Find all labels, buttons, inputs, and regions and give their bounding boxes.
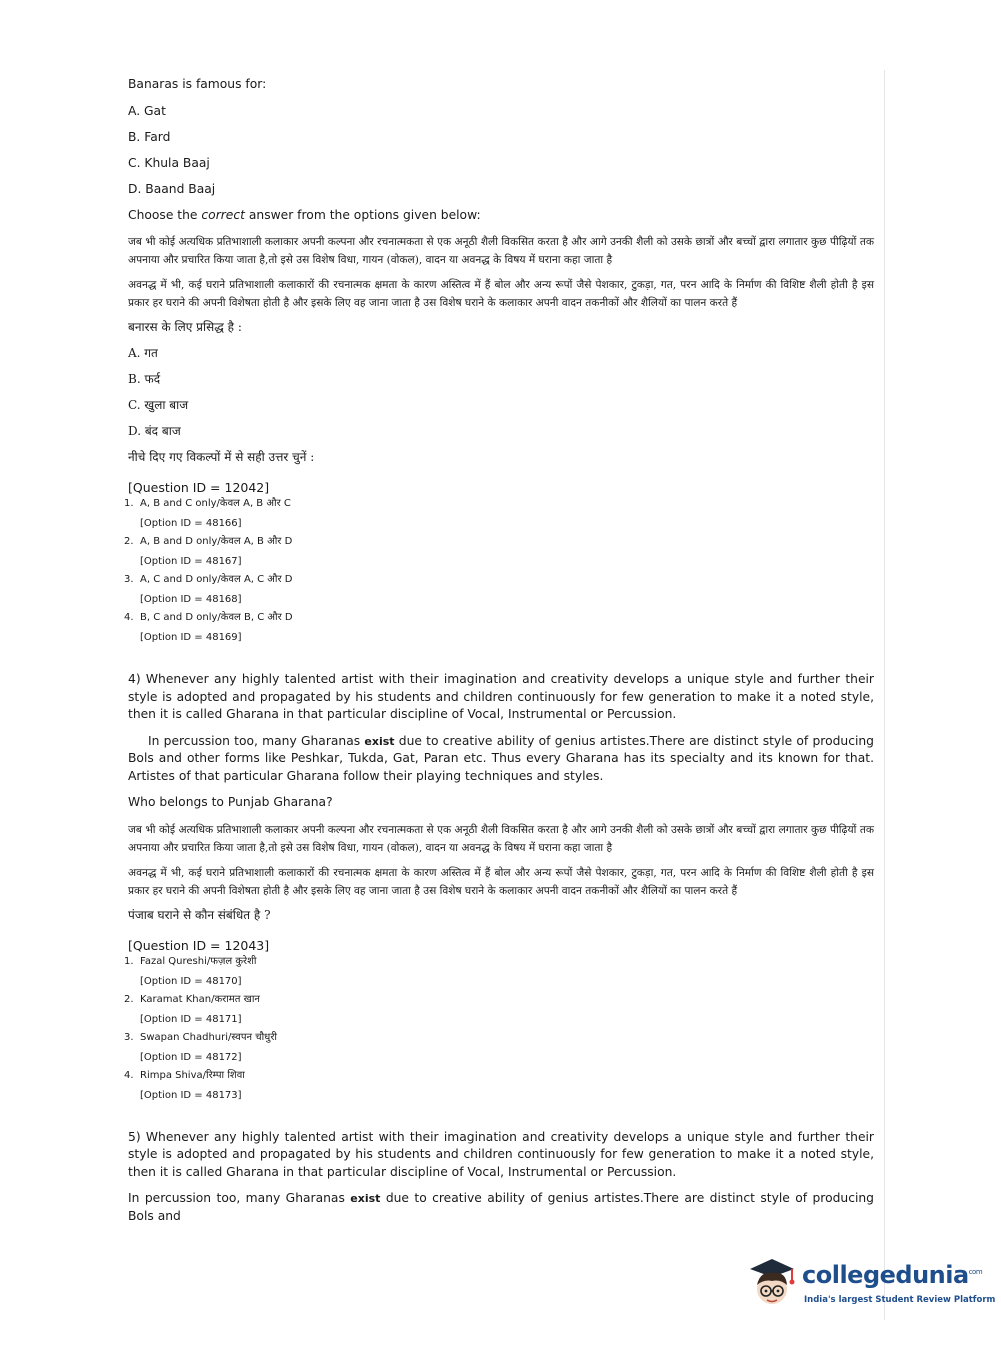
q3-hindi-para-2: अवनद्ध में भी, कई घराने प्रतिभाशाली कलाकारों की रचनात्मक क्षमता के कारण अस्तित्व में हैं बोल और अन्य रूपों जैसे पेशकार, टुकड़ा, गत, परन आदि के निर्माण की विशिष्ट शैली होती है इस प्रकार हर घराने की अपनी विशेषता होती है और इसके लिए वह जाना जाता है उस विशेष घराने के कलाकार अपनी वादन तकनीकों और शैलियों का पालन करते हैं (128, 279, 874, 309)
q3-option-b: B. Fard (128, 129, 171, 144)
logo-wordmark: collegedunia$^{com}$ (802, 1261, 983, 1289)
answer-option[interactable]: 1. Fazal Qureshi/फज़ल कुरेशी [Option ID = 48170] (124, 955, 257, 987)
q4-hindi-stem: पंजाब घराने से कौन संबंधित है ? (128, 907, 271, 922)
question-paper (124, 76, 874, 1234)
q4-hindi-para-2: अवनद्ध में भी, कई घराने प्रतिभाशाली कलाकारों की रचनात्मक क्षमता के कारण अस्तित्व में हैं बोल और अन्य रूपों जैसे पेशकार, टुकड़ा, गत, परन आदि के निर्माण की विशिष्ट शैली होती है इस प्रकार हर घराने की अपनी विशेषता होती है और इसके लिए वह जाना जाता है उस विशेष घराने के कलाकार अपनी वादन तकनीकों और शैलियों का पालन करते हैं (128, 866, 874, 897)
q3-hindi-para-1: जब भी कोई अत्यधिक प्रतिभाशाली कलाकार अपनी कल्पना और रचनात्मकता से एक अनूठी शैली विकसित करता है और आगे उनकी शैली को उसके छात्रों और बच्चों द्वारा लगातार कुछ पीढ़ियों तक अपनाया और प्रचारित किया जाता है,तो इसे उस विशेष विधा, गायन (वोकल), वादन या अवनद्ध के विषय में घराना कहा जाता है (128, 236, 874, 266)
q5-paragraph-1: 5) Whenever any highly talented artist with their imagination and creativity develops a unique style and further their style is adopted and propagated by his students and children continuously for few generation to make it a noted style, then it is called Gharana in that particular discipline of Vocal, Instrumental or Percussion. (128, 1129, 874, 1179)
q3-hindi-option-b: B. फर्द (128, 372, 161, 386)
q3-hindi-choose: नीचे दिए गए विकल्पों में से सही उत्तर चुनें : (128, 450, 315, 464)
answer-option[interactable]: 2. A, B and D only/केवल A, B और D [Option ID = 48167] (124, 536, 293, 567)
q4-answer-list (124, 955, 874, 1103)
q3-option-a: A. Gat (128, 103, 166, 118)
q3-question-id: [Question ID = 12042] (128, 480, 270, 495)
q3-hindi-option-d: D. बंद बाज (128, 424, 181, 438)
q4-paragraph-2: In percussion too, many Gharanas exist due to creative ability of genius artistes.There are distinct style of producing Bols and other forms like Peshkar, Tukda, Gat, Paran etc. Thus every Gharana has its specialty and its known for that. Artistes of that particular Gharana follow their playing techniques and styles. (128, 733, 874, 783)
q4-hindi-para-1: जब भी कोई अत्यधिक प्रतिभाशाली कलाकार अपनी कल्पना और रचनात्मकता से एक अनूठी शैली विकसित करता है और आगे उनकी शैली को उसके छात्रों और बच्चों द्वारा लगातार कुछ पीढ़ियों तक अपनाया और प्रचारित किया जाता है,तो इसे उस विशेष विधा, गायन (वोकल), वादन या अवनद्ध के विषय में घराना कहा जाता है (128, 823, 874, 854)
q3-answer-list (124, 497, 874, 645)
q3-stem: Banaras is famous for: (128, 77, 267, 91)
q3-choose-instruction: Choose the correct answer from the options given below: (128, 207, 481, 222)
mascot-icon (742, 1255, 804, 1317)
q3-option-c: C. Khula Baaj (128, 155, 210, 170)
q3-hindi-option-c: C. खुला बाज (128, 398, 189, 412)
q3-hindi-stem: बनारस के लिए प्रसिद्ध है : (128, 320, 242, 334)
logo-tagline: India's largest Student Review Platform (804, 1295, 996, 1305)
answer-option[interactable]: 4. B, C and D only/केवल B, C और D [Option ID = 48169] (124, 612, 293, 643)
q4-question-id: [Question ID = 12043] (128, 937, 270, 953)
answer-option[interactable]: 3. A, C and D only/केवल A, C और D [Option ID = 48168] (124, 574, 293, 605)
answer-option[interactable]: 4. Rimpa Shiva/रिम्पा शिवा [Option ID = 48173] (124, 1069, 245, 1101)
q5-paragraph-2: In percussion too, many Gharanas exist due to creative ability of genius artistes.There are distinct style of producing Bols and (128, 1191, 874, 1223)
collegedunia-logo (742, 1255, 996, 1317)
q3-hindi-option-a: A. गत (128, 346, 158, 360)
answer-option[interactable]: 1. A, B and C only/केवल A, B और C [Option ID = 48166] (124, 498, 291, 529)
answer-option[interactable]: 3. Swapan Chadhuri/स्वपन चौधुरी [Option ID = 48172] (124, 1031, 278, 1063)
page-border (884, 70, 885, 1320)
q4-paragraph-1: 4) Whenever any highly talented artist with their imagination and creativity develops a unique style and further their style is adopted and propagated by his students and children continuously for few generation to make it a noted style, then it is called Gharana in that particular discipline of Vocal, Instrumental or Percussion. (128, 672, 874, 721)
q4-stem: Who belongs to Punjab Gharana? (128, 795, 333, 809)
answer-option[interactable]: 2. Karamat Khan/करामत खान [Option ID = 48171] (124, 993, 260, 1025)
q3-option-d: D. Baand Baaj (128, 181, 216, 196)
